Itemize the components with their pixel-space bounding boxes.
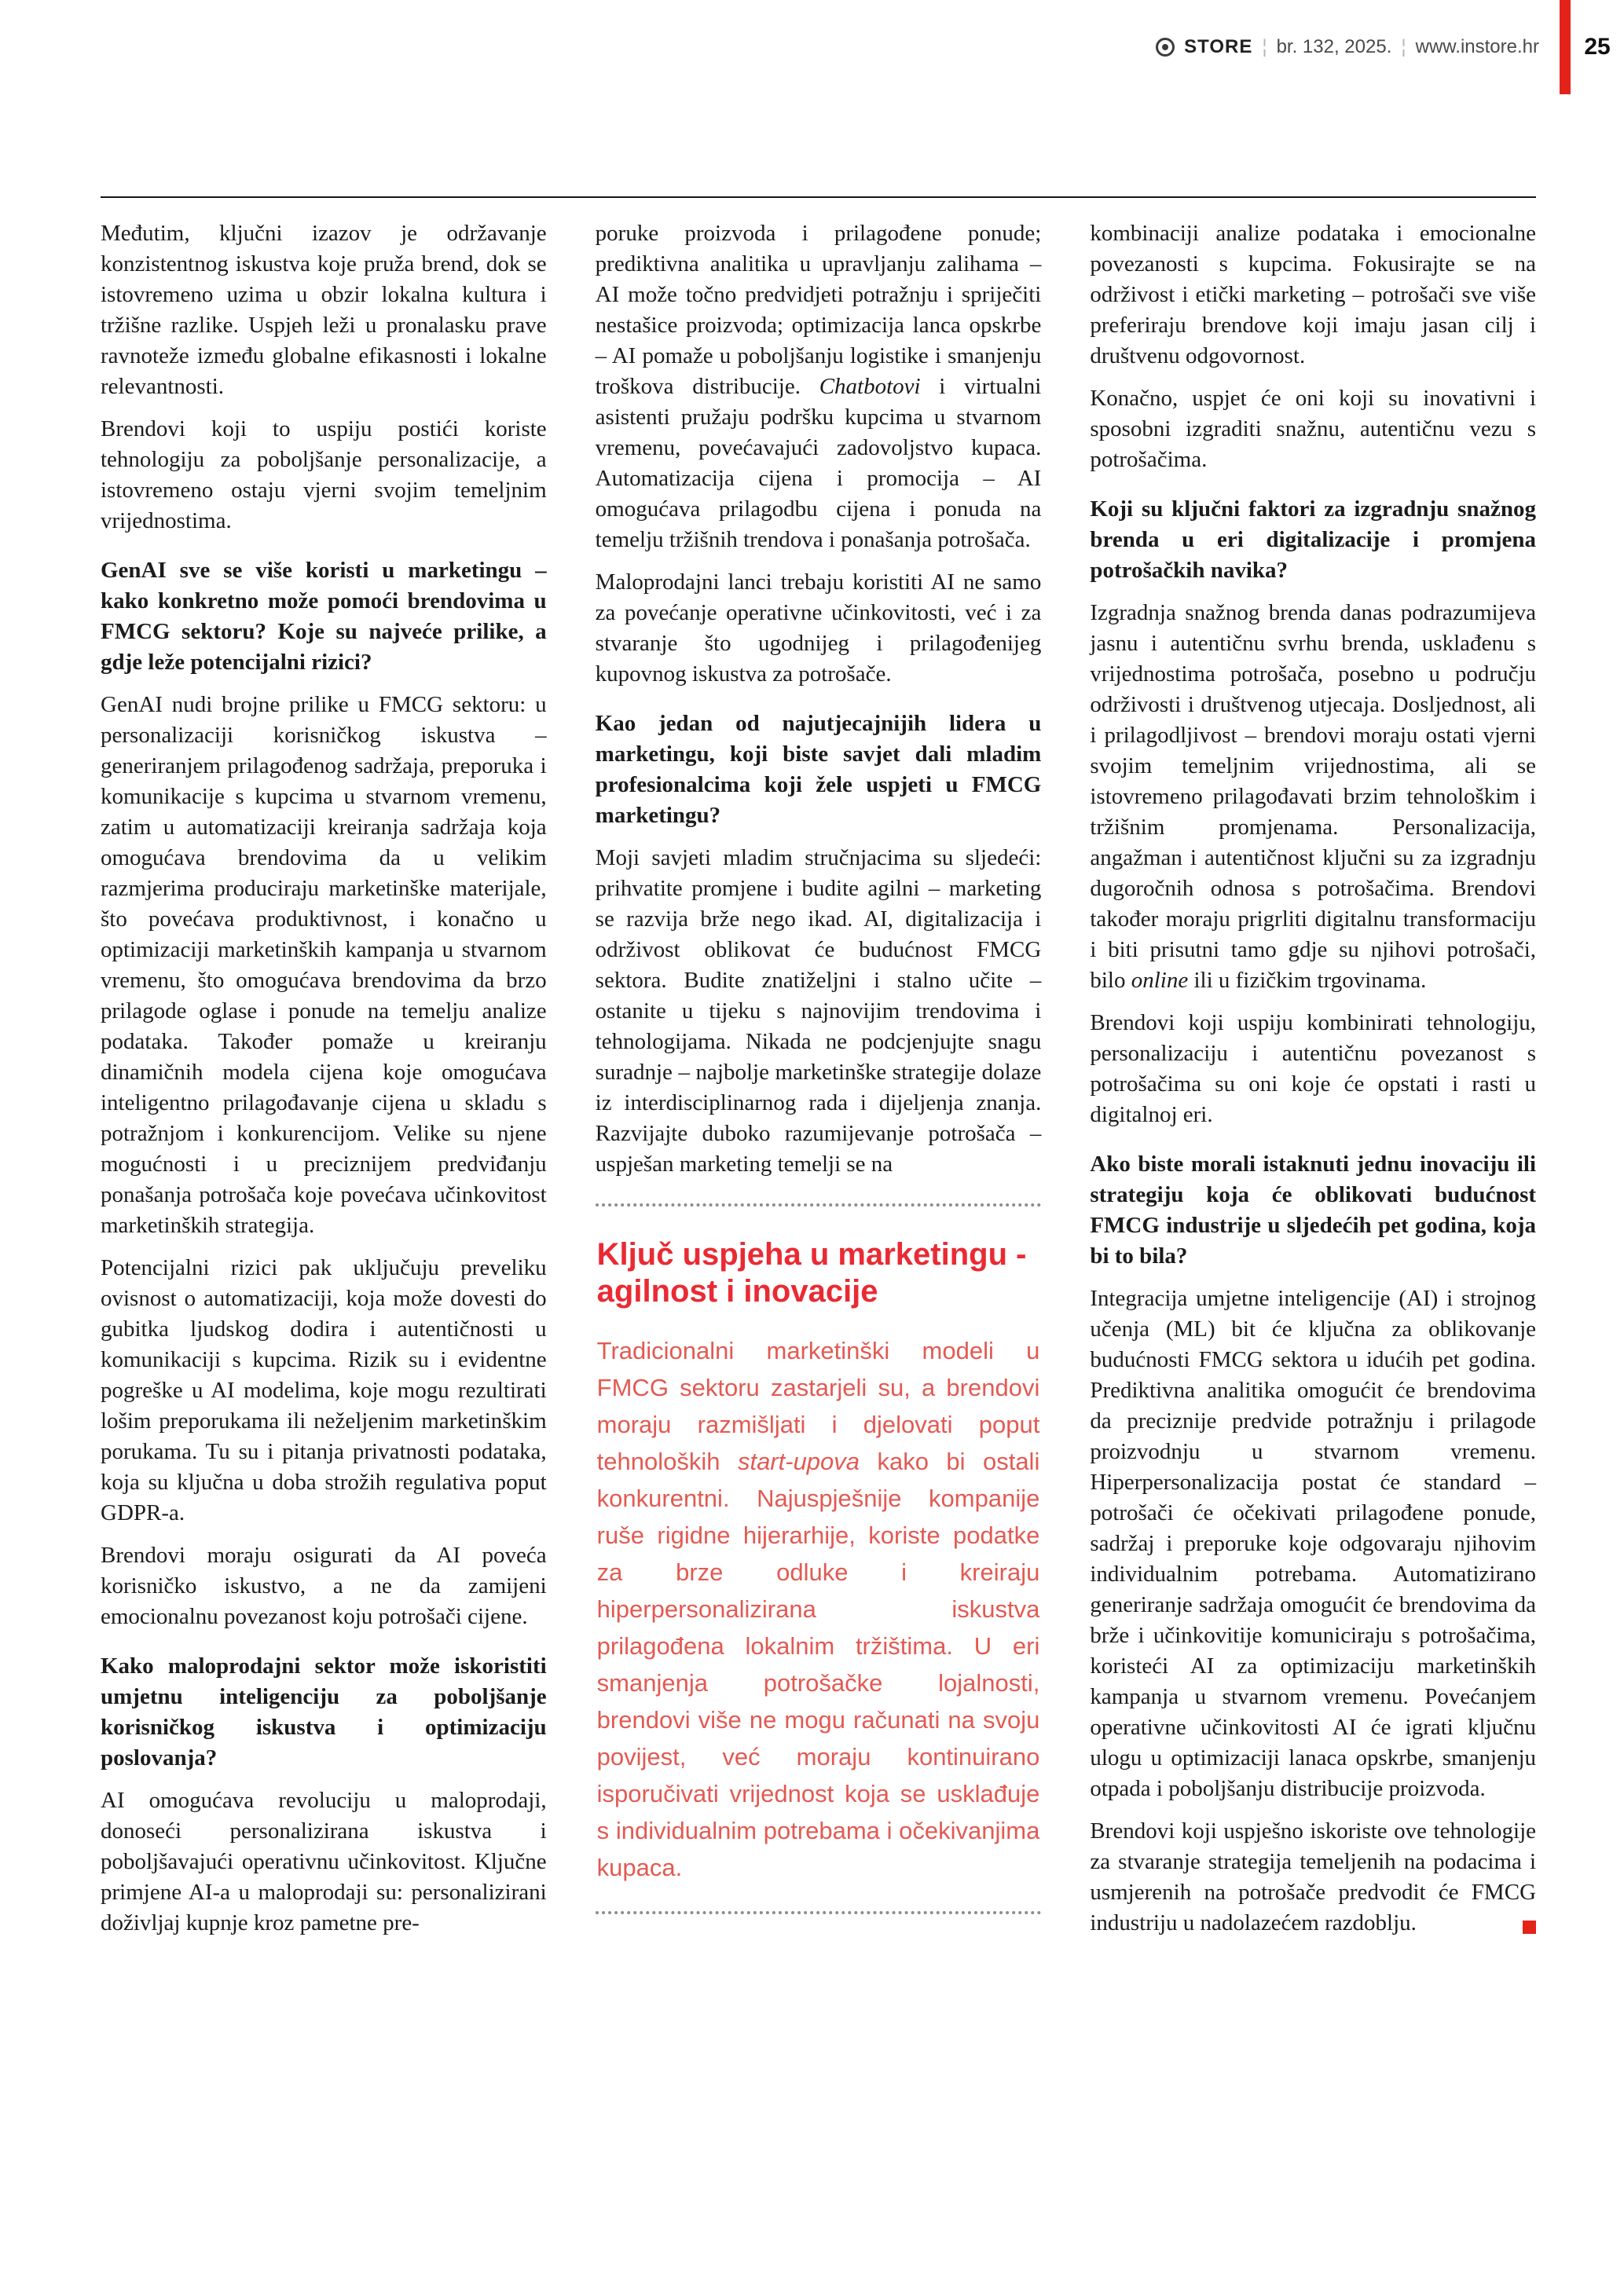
issue-number: br. 132, 2025. bbox=[1276, 36, 1392, 57]
article-paragraph: Potencijalni rizici pak uključuju preveliku ovisnost o automatizaciji, koja može dovesti do gubitka ljudskog dodira i autentičnosti u komunikaciji s kupcima. Rizik su i evidentne pogreške u AI modelima, koje mogu rezultirati lošim preporukama ili neželjenim marketinškim porukama. Tu su i pitanja privatnosti podataka, koja su ključna u doba strožih regulativa poput GDPR-a. bbox=[101, 1255, 547, 1525]
column-3 bbox=[1090, 218, 1536, 1950]
instore-logo-icon bbox=[1156, 38, 1175, 57]
article-paragraph: poruke proizvoda i prilagođene ponude; prediktivna analitika u upravljanju zalihama – AI može točno predvidjeti potražnju i spriječiti nestašice proizvoda; optimizacija lanca opskrbe – AI pomaže u poboljšanju logistike i smanjenju troškova distribucije. Chatbotovi i virtualni asistenti pružaju podršku kupcima u stvarnom vremenu, povećavajući zadovoljstvo kupaca. Automatizacija cijena i promocija – AI omogućava prilagodbu cijena i ponuda na temelju tržišnih trendova i ponašanja potrošača. bbox=[595, 221, 1042, 552]
interview-question: Kao jedan od najutjecajnijih lidera u marketingu, koji biste savjet dali mladim profesionalcima koji žele uspjeti u FMCG marketingu? bbox=[595, 711, 1042, 828]
page-number: 25 bbox=[1584, 34, 1611, 60]
column-2 bbox=[596, 218, 1042, 1950]
key-success-callout bbox=[596, 1203, 1042, 1914]
article-paragraph: Maloprodajni lanci trebaju koristiti AI ne samo za povećanje operativne učinkovitosti, već i za stvaranje što ugodnijeg i prilagođenijeg kupovnog iskustva za potrošače. bbox=[595, 569, 1042, 687]
article-paragraph: AI omogućava revoluciju u maloprodaji, donoseći personalizirana iskustva i poboljšavajući operativnu učinkovitost. Ključne primjene AI-a u maloprodaji su: personalizirani doživljaj kupnje kroz pametne pre- bbox=[101, 1788, 547, 1935]
magazine-name: STORE bbox=[1184, 36, 1253, 57]
article-paragraph: Konačno, uspjet će oni koji su inovativni i sposobni izgraditi snažnu, autentičnu vezu s potrošačima. bbox=[1090, 386, 1537, 472]
article-paragraph: Integracija umjetne inteligencije (AI) i strojnog učenja (ML) bit će ključna za oblikovanje budućnosti FMCG sektora u idućih pet godina. Prediktivna analitika omogućit će brendovima da preciznije predvide potražnju i prilagode proizvodnju u stvarnom vremenu. Hiperpersonalizacija postat će standard – potrošači će očekivati prilagođene ponude, sadržaj i preporuke koje odgovaraju njihovim individualnim potrebama. Automatizirano generiranje sadržaja omogućit će brendovima da brže i učinkovitije komuniciraju s potrošačima, koristeći AI za optimizaciju marketinških kampanja u stvarnom vremenu. Povećanjem operativne učinkovitosti AI će igrati ključnu ulogu u optimizaciji lanaca opskrbe, smanjenju otpada i poboljšanju distribucije proizvoda. bbox=[1090, 1286, 1537, 1801]
article-paragraph: Brendovi moraju osigurati da AI poveća korisničko iskustvo, a ne da zamijeni emocionalnu povezanost koju potrošači cijene. bbox=[101, 1543, 547, 1629]
interview-question: Kako maloprodajni sektor može iskoristiti umjetnu inteligenciju za poboljšanje korisničkog iskustva i optimizaciju poslovanja? bbox=[101, 1653, 547, 1771]
interview-question: GenAI sve se više koristi u marketingu – kako konkretno može pomoći brendovima u FMCG sektoru? Koje su najveće prilike, a gdje leže potencijalni rizici? bbox=[101, 558, 547, 675]
article-paragraph: Brendovi koji uspiju kombinirati tehnologiju, personalizaciju i autentičnu povezanost s potrošačima su oni koje će opstati i rasti u digitalnoj eri. bbox=[1090, 1010, 1537, 1127]
article-paragraph: Moji savjeti mladim stručnjacima su sljedeći: prihvatite promjene i budite agilni – marketing se razvija brže nego ikad. AI, digitalizacija i održivost oblikovat će budućnost FMCG sektora. Budite znatiželjni i stalno učite – ostanite u tijeku s najnovijim trendovima i tehnologijama. Nikada ne podcjenjujte snagu suradnje – najbolje marketinške strategije dolaze iz interdisciplinarnog rada i dijeljenja znanja. Razvijajte duboko razumijevanje potrošača – uspješan marketing temelji se na bbox=[595, 845, 1042, 1177]
page-header bbox=[1156, 0, 1624, 94]
content-divider bbox=[101, 196, 1536, 198]
interview-question: Koji su ključni faktori za izgradnju snažnog brenda u eri digitalizacije i promjena potrošačkih navika? bbox=[1090, 496, 1537, 583]
website-url: www.instore.hr bbox=[1415, 36, 1539, 57]
article-paragraph: Izgradnja snažnog brenda danas podrazumijeva jasnu i autentičnu svrhu brenda, usklađenu s vrijednostima potrošača, posebno u području održivosti i društvenog utjecaja. Dosljednost, ali i prilagodljivost – brendovi moraju ostati vjerni svojim temeljnim vrijednostima, ali se istovremeno prilagođavati brzim tehnološkim i tržišnim promjenama. Personalizacija, angažman i autentičnost ključni su za izgradnju dugoročnih odnosa s potrošačima. Brendovi također moraju prigrliti digitalnu transformaciju i biti prisutni tamo gdje su njihovi potrošači, bilo online ili u fizičkim trgovinama. bbox=[1090, 600, 1537, 993]
article-paragraph: Brendovi koji to uspiju postići koriste tehnologiju za poboljšanje personalizacije, a istovremeno ostaju vjerni svojim temeljnim vrijednostima. bbox=[101, 416, 547, 533]
article-paragraph: Međutim, ključni izazov je održavanje konzistentnog iskustva koje pruža brend, dok se istovremeno uzima u obzir lokalna kultura i tržišne razlike. Uspjeh leži u pronalasku prave ravnoteže između globalne efikasnosti i lokalne relevantnosti. bbox=[101, 221, 547, 399]
column-1 bbox=[101, 218, 547, 1950]
accent-bar bbox=[1560, 0, 1571, 94]
article-end-mark bbox=[1523, 1921, 1536, 1934]
header-separator-icon: ¦ bbox=[1401, 36, 1406, 57]
callout-title: Ključ uspjeha u marketingu - agilnost i inovacije bbox=[596, 1237, 1027, 1309]
article-paragraph: Brendovi koji uspješno iskoriste ove tehnologije za stvaranje strategija temeljenih na podacima i usmjerenih na potrošače predvodit će FMCG industriju u nadolazećem razdoblju. bbox=[1090, 1818, 1537, 1935]
article-columns bbox=[101, 218, 1536, 1950]
article-paragraph: GenAI nudi brojne prilike u FMCG sektoru: u personalizaciji korisničkog iskustva – generiranjem prilagođenog sadržaja, preporuka i komunikacije s kupcima u stvarnom vremenu, zatim u automatizaciji kreiranja sadržaja koja omogućava brendovima da u velikim razmjerima produciraju marketinške materijale, što povećava produktivnost, i konačno u optimizaciji marketinških kampanja u stvarnom vremenu, što omogućava brendovima da brzo prilagode oglase i ponude na temelju analize podataka. Također pomaže u kreiranju dinamičnih modela cijena koje omogućava inteligentno prilagođavanje cijena u skladu s potražnjom i konkurencijom. Velike su njene mogućnosti i u preciznijem predviđanju ponašanja potrošača koje povećava učinkovitost marketinških strategija. bbox=[101, 692, 547, 1238]
interview-question: Ako biste morali istaknuti jednu inovaciju ili strategiju koja će oblikovati budućnost FMCG industrije u sljedećih pet godina, koja bi to bila? bbox=[1090, 1152, 1537, 1269]
header-separator-icon: ¦ bbox=[1262, 36, 1267, 57]
article-paragraph: kombinaciji analize podataka i emocionalne povezanosti s kupcima. Fokusirajte se na održivost i etički marketing – potrošači sve više preferiraju brendove koji imaju jasan cilj i društvenu odgovornost. bbox=[1090, 221, 1537, 368]
callout-body: Tradicionalni marketinški modeli u FMCG sektoru zastarjeli su, a brendovi moraju razmišljati i djelovati poput tehnoloških start-upova kako bi ostali konkurentni. Najuspješnije kompanije ruše rigidne hijerarhije, koriste podatke za brze odluke i kreiraju hiperpersonalizirana iskustva prilagođena lokalnim tržištima. U eri smanjenja potrošačke lojalnosti, brendovi više ne mogu računati na svoju povijest, već moraju kontinuirano isporučivati vrijednost koja se usklađuje s individualnim potrebama i očekivanjima kupaca. bbox=[596, 1337, 1040, 1881]
header-meta bbox=[1156, 36, 1539, 58]
